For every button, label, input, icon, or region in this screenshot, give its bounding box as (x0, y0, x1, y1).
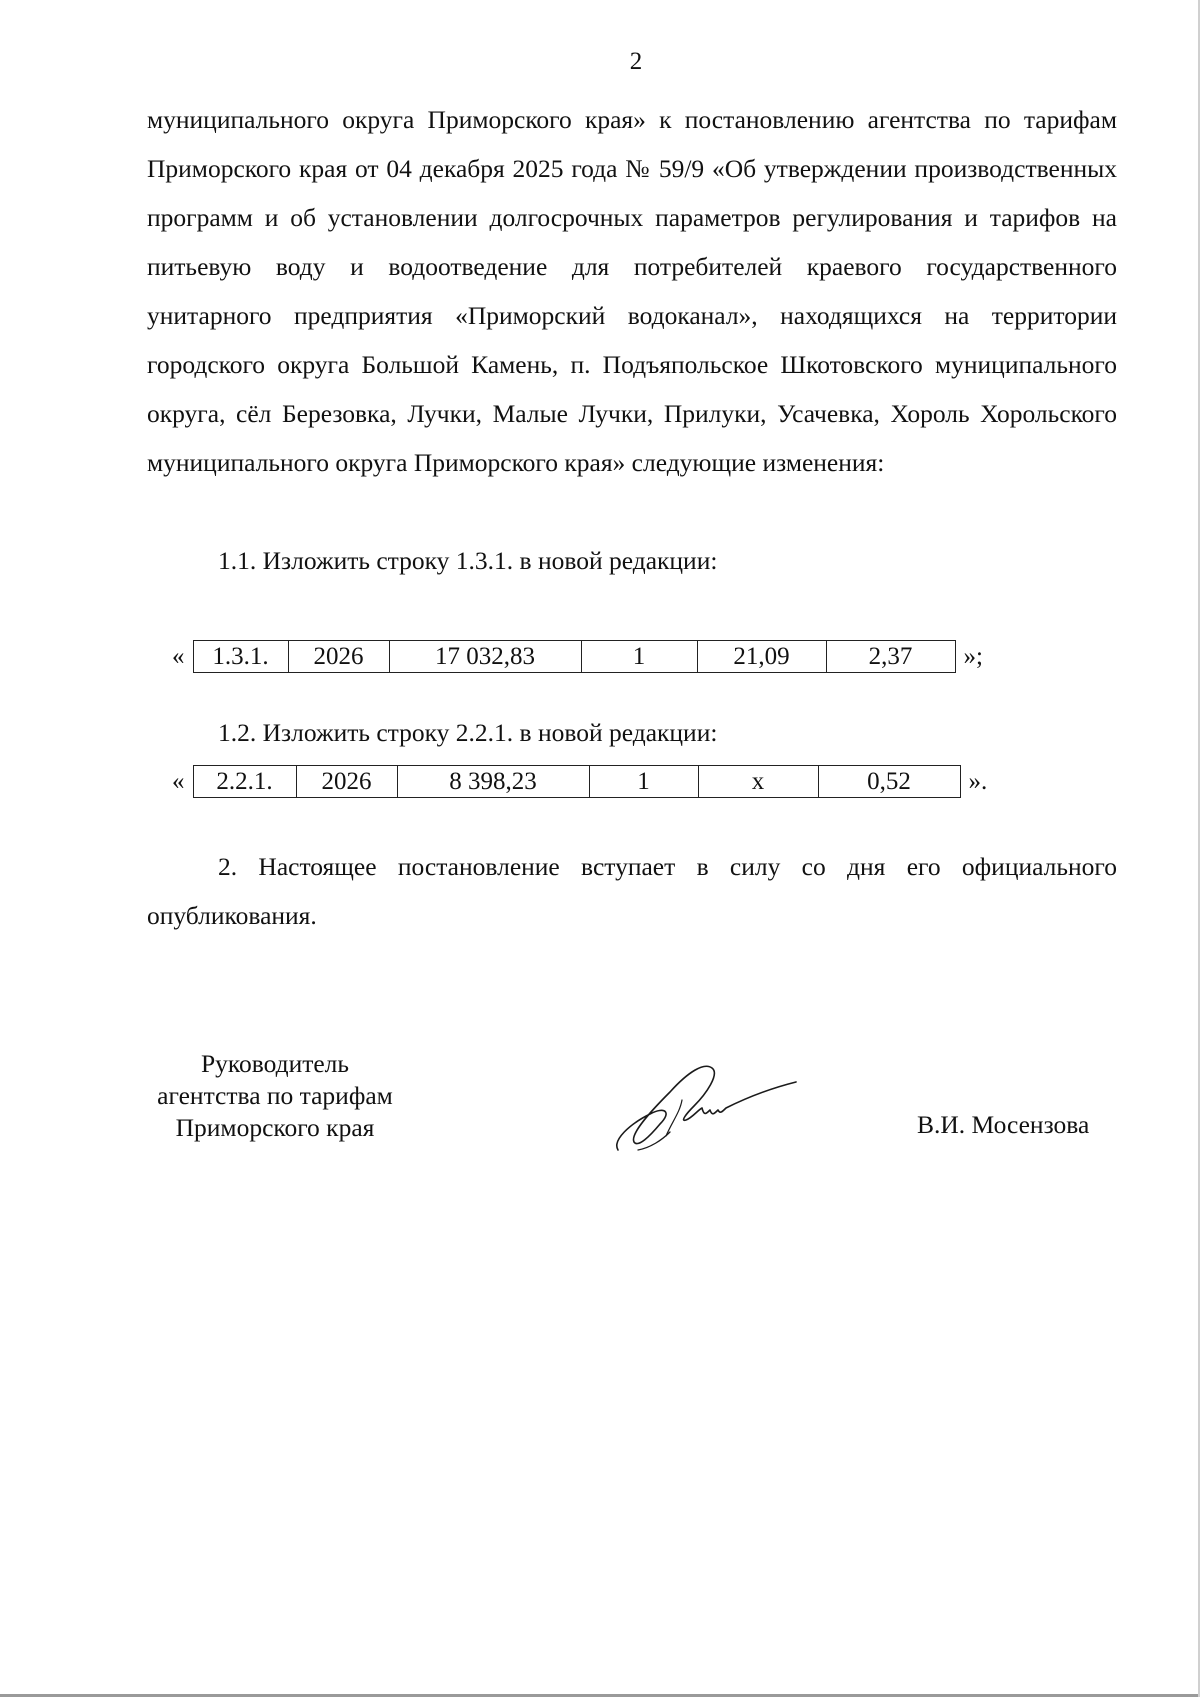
signer-title-line: Руководитель (200, 1049, 350, 1078)
item-2-line-2: опубликования. (147, 901, 317, 930)
table-cell-value: 17 032,83 (389, 641, 581, 673)
signer-title-line: агентства по тарифам (157, 1081, 393, 1110)
item-1-2: 1.2. Изложить строку 2.2.1. в новой редакции: (218, 718, 718, 747)
table-cell-value-2: x (698, 766, 818, 798)
close-quote: »; (963, 642, 983, 670)
table-cell-value-3: 2,37 (826, 641, 955, 673)
signer-name: В.И. Мосензова (917, 1110, 1090, 1139)
item-2-line-1: 2. Настоящее постановление вступает в силу со дня его официального (218, 852, 1117, 881)
signer-title (140, 1048, 410, 1144)
page-number: 2 (629, 48, 643, 75)
table-cell-year: 2026 (296, 766, 397, 798)
table-row (193, 641, 955, 673)
table-cell-value-3: 0,52 (818, 766, 960, 798)
table-cell-value: 8 398,23 (397, 766, 589, 798)
item-1-1: 1.1. Изложить строку 1.3.1. в новой редакции: (218, 546, 718, 575)
table-cell-row-number: 2.2.1. (193, 766, 296, 798)
body-paragraph: муниципального округа Приморского края» к постановлению агентства по тарифам Приморского края от 04 декабря 2025 года № 59/9 «Об утверждении производственных программ и об установлении долгосрочных параметров регулирования и тарифов на питьевую воду и водоотведение для потребителей краевого государственного унитарного предприятия «Приморский водоканал», находящихся на территории городского округа Большой Камень, п. Подъяпольское Шкотовского муниципального округа, сёл Березовка, Лучки, Малые Лучки, Прилуки, Усачевка, Хороль Хорольского муниципального округа Приморского края» следующие изменения: (147, 105, 1117, 477)
table-cell-value-2: 21,09 (697, 641, 826, 673)
open-quote: « (172, 642, 185, 670)
table-row-1-3-1 (172, 640, 983, 673)
tariff-table-1 (193, 640, 956, 673)
signer-title-line: Приморского края (175, 1113, 375, 1142)
table-row (193, 766, 960, 798)
table-cell-coefficient: 1 (589, 766, 698, 798)
table-cell-coefficient: 1 (581, 641, 697, 673)
table-cell-year: 2026 (288, 641, 389, 673)
close-quote: ». (968, 767, 988, 795)
table-cell-row-number: 1.3.1. (193, 641, 288, 673)
tariff-table-2 (193, 765, 961, 798)
open-quote: « (172, 767, 185, 795)
handwritten-signature (610, 1052, 800, 1162)
table-row-2-2-1 (172, 765, 987, 798)
